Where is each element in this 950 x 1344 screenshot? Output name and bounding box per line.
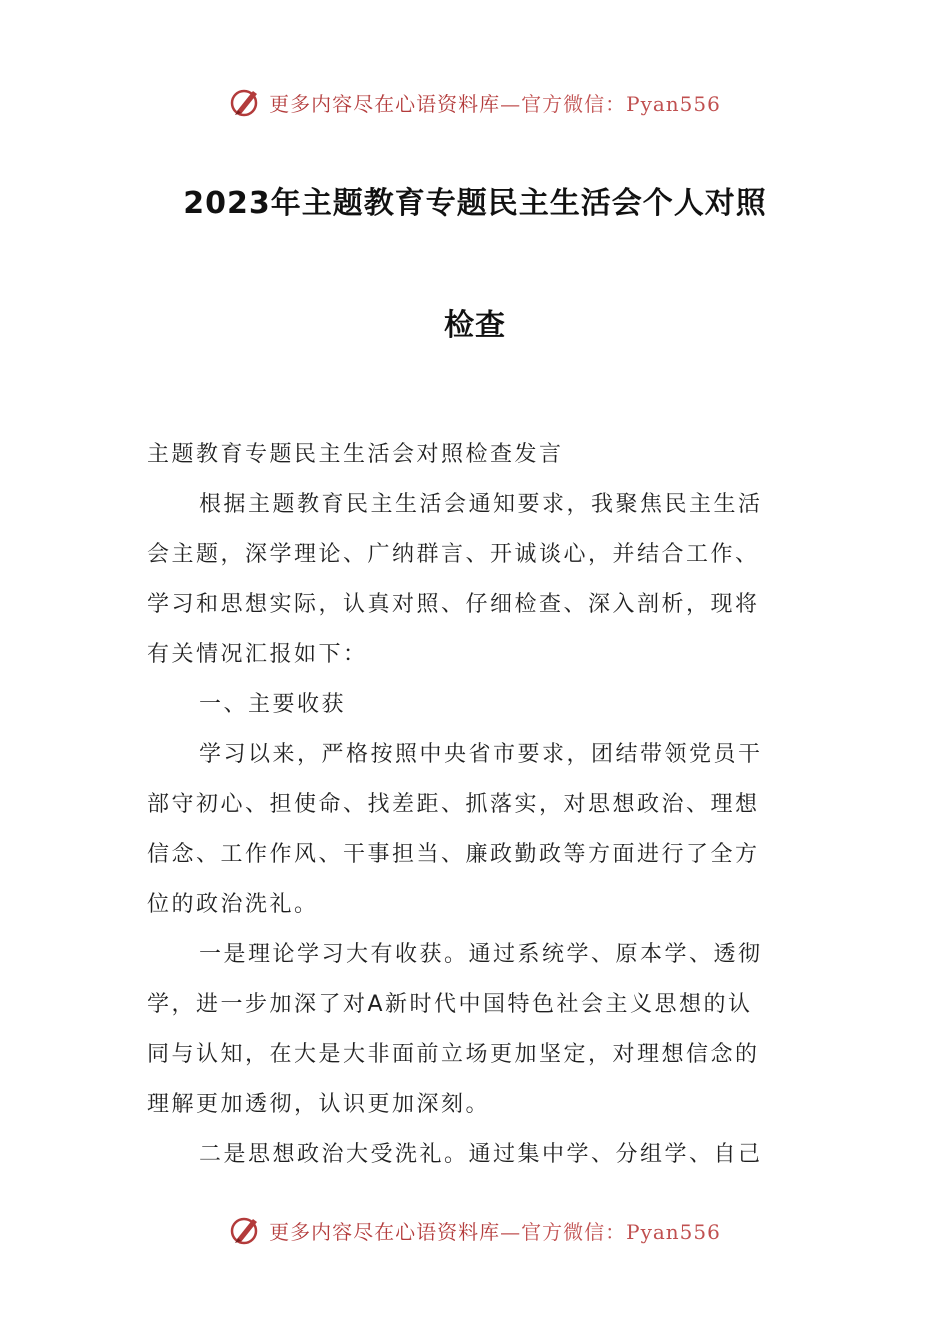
body-line: 根据主题教育民主生活会通知要求，我聚焦民主生活 — [199, 492, 763, 517]
footer-watermark — [0, 1210, 950, 1250]
body-line: 理解更加透彻，认识更加深刻。 — [147, 1092, 491, 1117]
body-line: 学习以来，严格按照中央省市要求，团结带领党员干 — [199, 742, 763, 767]
watermark-contact-text: —官方微信：Pyan556 — [500, 1219, 721, 1244]
body-line: 一是理论学习大有收获。通过系统学、原本学、透彻 — [199, 942, 763, 967]
body-line: 同与认知，在大是大非面前立场更加坚定，对理想信念的 — [147, 1042, 760, 1067]
body-line: 会主题，深学理论、广纳群言、开诚谈心，并结合工作、 — [147, 542, 760, 567]
body-subtitle: 主题教育专题民主生活会对照检查发言 — [147, 442, 564, 467]
body-line: 有关情况汇报如下： — [147, 642, 368, 667]
header-watermark — [0, 82, 950, 122]
document-title-line-2: 检查 — [444, 308, 506, 343]
document-body — [147, 430, 807, 1180]
body-line: 学，进一步加深了对A新时代中国特色社会主义思想的认 — [147, 992, 753, 1017]
section-heading: 一、主要收获 — [199, 692, 347, 717]
watermark-main-text: 更多内容尽在心语资料库 — [269, 1219, 501, 1244]
body-line: 部守初心、担使命、找差距、抓落实，对思想政治、理想 — [147, 792, 760, 817]
watermark-contact-text: —官方微信：Pyan556 — [500, 91, 721, 116]
document-title-line-1: 2023年主题教育专题民主生活会个人对照 — [183, 186, 767, 221]
body-line: 学习和思想实际，认真对照、仔细检查、深入剖析，现将 — [147, 592, 760, 617]
pen-nib-circle-icon — [229, 85, 263, 119]
pen-nib-circle-icon — [229, 1213, 263, 1247]
body-line: 二是思想政治大受洗礼。通过集中学、分组学、自己 — [199, 1142, 763, 1167]
watermark-main-text: 更多内容尽在心语资料库 — [269, 91, 501, 116]
body-line: 位的政治洗礼。 — [147, 892, 319, 917]
body-line: 信念、工作作风、干事担当、廉政勤政等方面进行了全方 — [147, 842, 760, 867]
